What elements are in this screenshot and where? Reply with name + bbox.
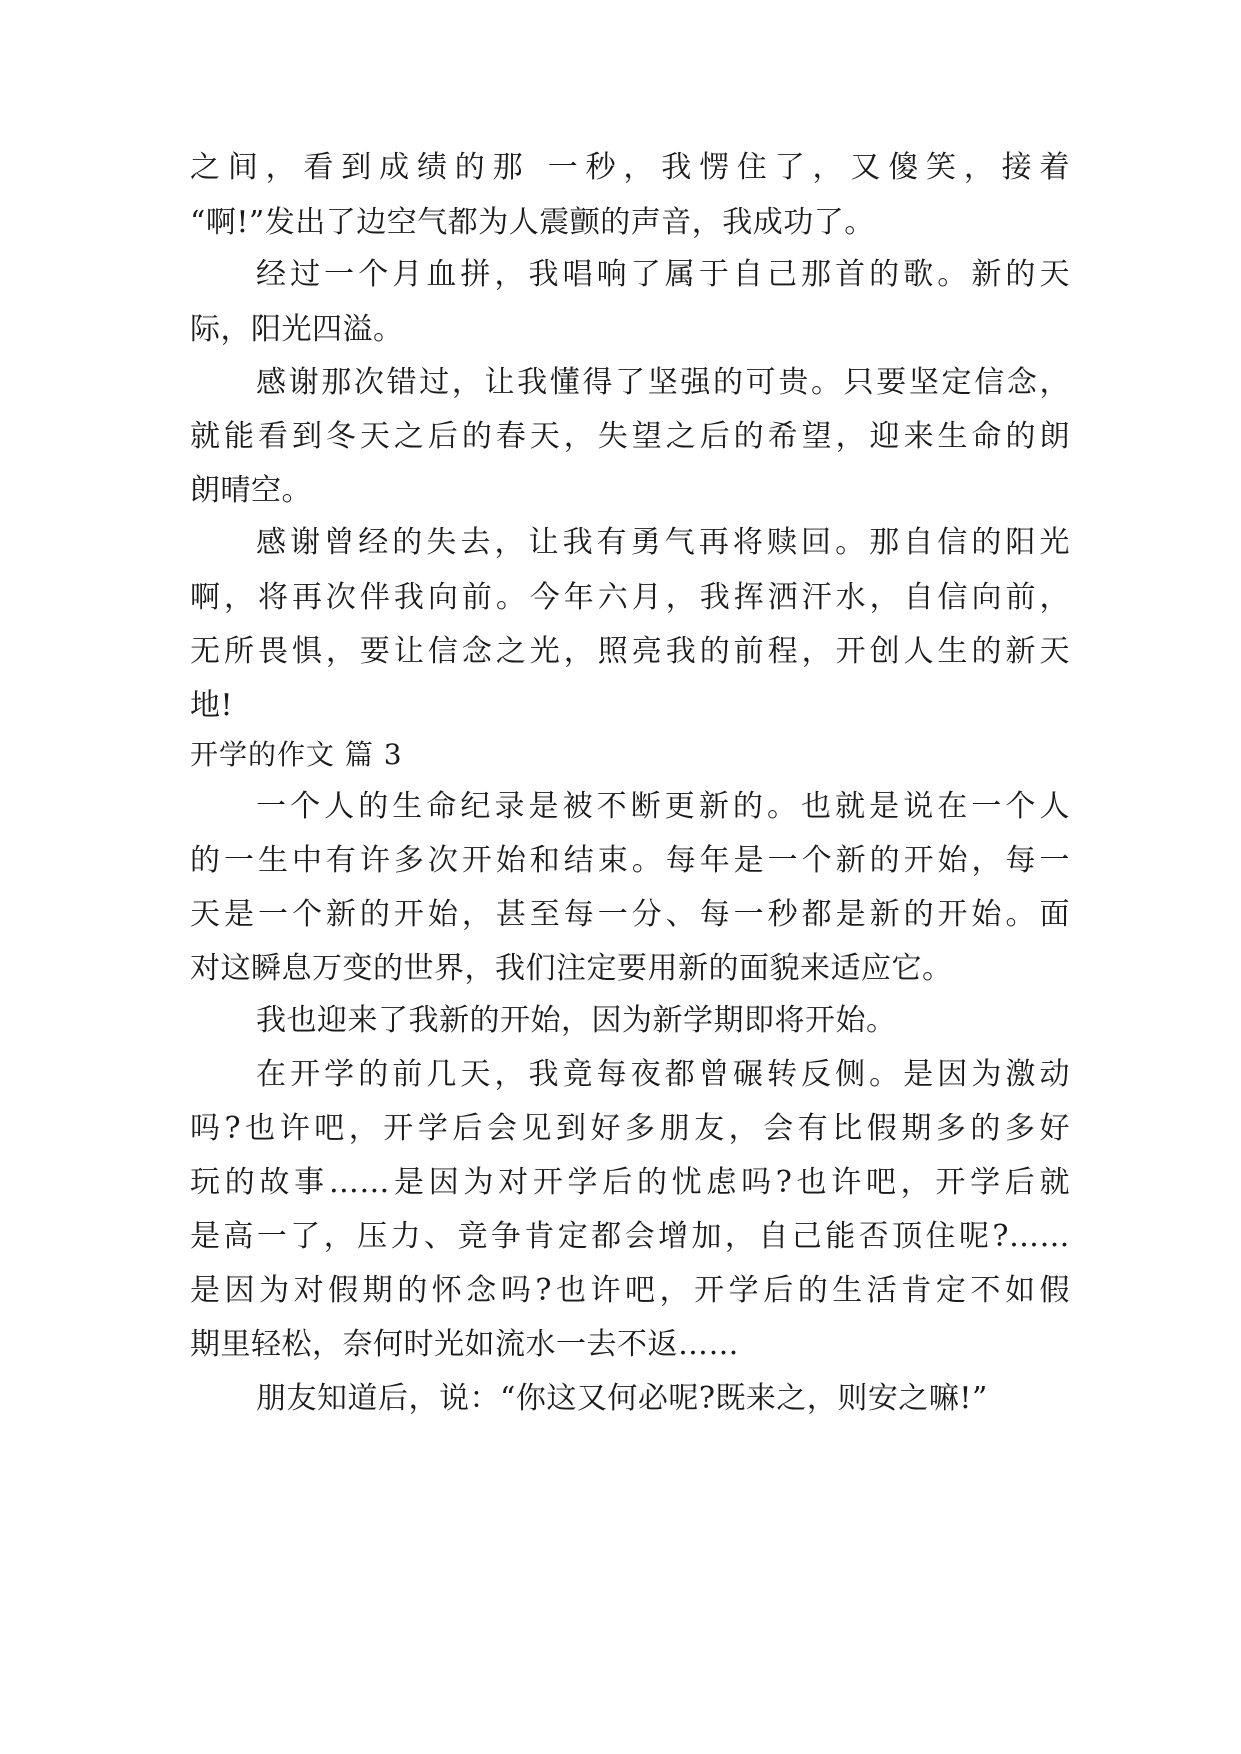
text-line: 就能看到冬天之后的春天，失望之后的希望，迎来生命的朗 (190, 419, 1070, 454)
text-line: 的一生中有许多次开始和结束。每年是一个新的开始，每一 (190, 843, 1070, 878)
paragraph-start-line: 感谢曾经的失去，让我有勇气再将赎回。那自信的阳光 (256, 525, 1070, 560)
paragraph-start-line: 一个人的生命纪录是被不断更新的。也就是说在一个人 (256, 789, 1070, 824)
text-line: 对这瞬息万变的世界，我们注定要用新的面貌来适应它。 (190, 951, 953, 986)
text-line: “啊!”发出了边空气都为人震颤的声音，我成功了。 (190, 205, 875, 240)
text-line: 无所畏惧，要让信念之光，照亮我的前程，开创人生的新天 (190, 634, 1070, 669)
text-line: 玩的故事……是因为对开学后的忧虑吗?也许吧，开学后就 (190, 1165, 1070, 1200)
paragraph-start-line: 感谢那次错过，让我懂得了坚强的可贵。只要坚定信念， (256, 365, 1070, 400)
paragraph-start-line: 在开学的前几天，我竟每夜都曾碾转反侧。是因为激动 (256, 1057, 1070, 1092)
text-line: 天是一个新的开始，甚至每一分、每一秒都是新的开始。面 (190, 897, 1070, 932)
paragraph-start-line: 朋友知道后，说：“你这又何必呢?既来之，则安之嘛!” (256, 1381, 988, 1416)
text-line: 际，阳光四溢。 (190, 312, 404, 347)
text-line: 是因为对假期的怀念吗?也许吧，开学后的生活肯定不如假 (190, 1273, 1070, 1308)
paragraph-start-line: 经过一个月血拼，我唱响了属于自己那首的歌。新的天 (256, 257, 1070, 292)
text-line: 是高一了，压力、竞争肯定都会增加，自己能否顶住呢?…… (190, 1219, 1070, 1254)
text-line: 啊，将再次伴我向前。今年六月，我挥洒汗水，自信向前， (190, 580, 1070, 615)
text-line: 吗?也许吧，开学后会见到好多朋友，会有比假期多的多好 (190, 1111, 1070, 1146)
section-heading: 开学的作文 篇 3 (190, 738, 403, 771)
text-line: 朗晴空。 (190, 473, 312, 508)
text-line: 之间，看到成绩的那 一秒，我愣住了，又傻笑，接着 (190, 150, 1070, 185)
paragraph-start-line: 我也迎来了我新的开始，因为新学期即将开始。 (256, 1003, 897, 1038)
text-line: 地! (190, 688, 234, 723)
text-line: 期里轻松，奈何时光如流水一去不返…… (190, 1327, 739, 1362)
